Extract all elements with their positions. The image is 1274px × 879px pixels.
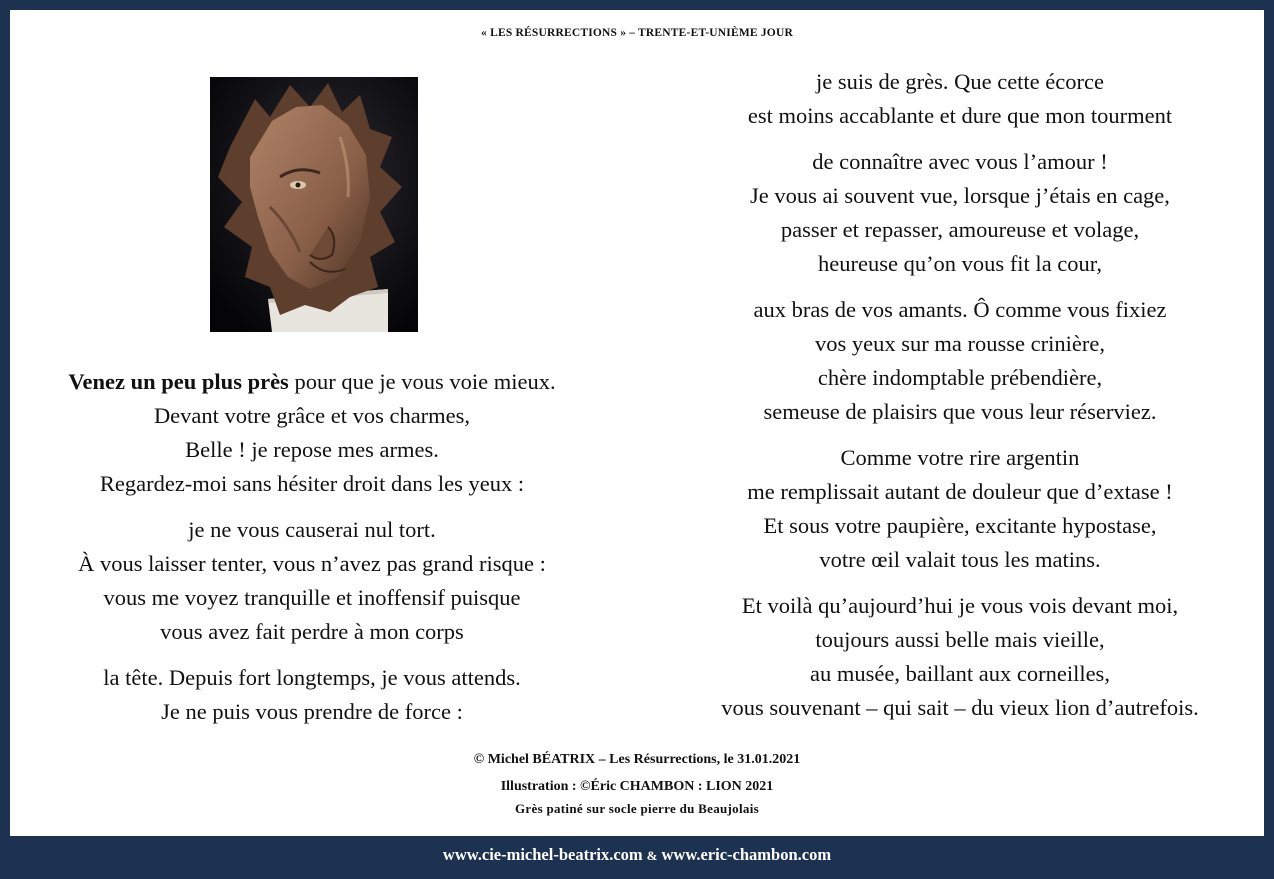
- stanza: [10, 513, 614, 649]
- poem-line: est moins accablante et dure que mon tourment: [747, 103, 1173, 128]
- poem-line: je ne vous causerai nul tort.: [188, 517, 436, 542]
- poem-line-rest: pour que je vous voie mieux.: [288, 369, 556, 394]
- poem-line: Je vous ai souvent vue, lorsque j’étais en cage,: [750, 183, 1170, 208]
- poem-line: [10, 365, 614, 399]
- poem-left-column: [10, 365, 614, 741]
- poem-line: Belle ! je repose mes armes.: [185, 437, 439, 462]
- poem-line: heureuse qu’on vous fit la cour,: [817, 251, 1103, 276]
- poem-line: Comme votre rire argentin: [840, 445, 1080, 470]
- poem-line: À vous laisser tenter, vous n’avez pas grand risque :: [78, 551, 546, 576]
- poem-line: Devant votre grâce et vos charmes,: [153, 403, 471, 428]
- poem-line: Regardez-moi sans hésiter droit dans les yeux :: [99, 471, 525, 496]
- poem-line: toujours aussi belle mais vieille,: [815, 627, 1105, 652]
- poem-line: de connaître avec vous l’amour !: [812, 149, 1108, 174]
- poem-line: vous me voyez tranquille et inoffensif puisque: [103, 585, 521, 610]
- copyright-line: © Michel BÉATRIX – Les Résurrections, le 31.01.2021: [473, 752, 801, 767]
- footer-separator: &: [646, 848, 658, 863]
- stanza: [662, 145, 1258, 281]
- poem-line: votre œil valait tous les matins.: [819, 547, 1101, 572]
- poem-line: Et sous votre paupière, excitante hypostase,: [763, 513, 1157, 538]
- poem-line: chère indomptable prébendière,: [817, 365, 1103, 390]
- footer: [0, 836, 1274, 879]
- poem-line: passer et repasser, amoureuse et volage,: [780, 217, 1140, 242]
- website-link-eric-chambon[interactable]: www.eric-chambon.com: [661, 845, 832, 864]
- lion-sculpture-image: [210, 77, 418, 332]
- credits: [10, 751, 1264, 817]
- poem-line: au musée, baillant aux corneilles,: [810, 661, 1110, 686]
- stanza: [10, 365, 614, 501]
- poem-line: vos yeux sur ma rousse crinière,: [815, 331, 1105, 356]
- illustration-credit: Illustration : ©Éric CHAMBON : LION 2021: [500, 779, 774, 794]
- poem-opening-words: Venez un peu plus près: [68, 369, 289, 394]
- poem-line: Je ne puis vous prendre de force :: [161, 699, 463, 724]
- poem-line: Et voilà qu’aujourd’hui je vous vois devant moi,: [741, 593, 1179, 618]
- poem-line: vous souvenant – qui sait – du vieux lion d’autrefois.: [721, 695, 1199, 720]
- stanza: [662, 441, 1258, 577]
- stanza: [662, 589, 1258, 725]
- website-link-michel-beatrix[interactable]: www.cie-michel-beatrix.com: [442, 845, 643, 864]
- poem-line: la tête. Depuis fort longtemps, je vous attends.: [103, 665, 521, 690]
- poem-line: je suis de grès. Que cette écorce: [816, 69, 1104, 94]
- page-header: « LES RÉSURRECTIONS » – TRENTE-ET-UNIÈME JOUR: [481, 27, 793, 39]
- poem-line: vous avez fait perdre à mon corps: [160, 619, 464, 644]
- material-credit: Grès patiné sur socle pierre du Beaujolais: [515, 801, 759, 816]
- poem-line: semeuse de plaisirs que vous leur réserviez.: [763, 399, 1157, 424]
- poem-right-column: [662, 65, 1258, 737]
- stanza: [10, 661, 614, 729]
- poem-line: me remplissait autant de douleur que d’extase !: [747, 479, 1173, 504]
- stanza: [662, 65, 1258, 133]
- poem-line: aux bras de vos amants. Ô comme vous fixiez: [753, 297, 1167, 322]
- stanza: [662, 293, 1258, 429]
- poem-page: [10, 10, 1264, 836]
